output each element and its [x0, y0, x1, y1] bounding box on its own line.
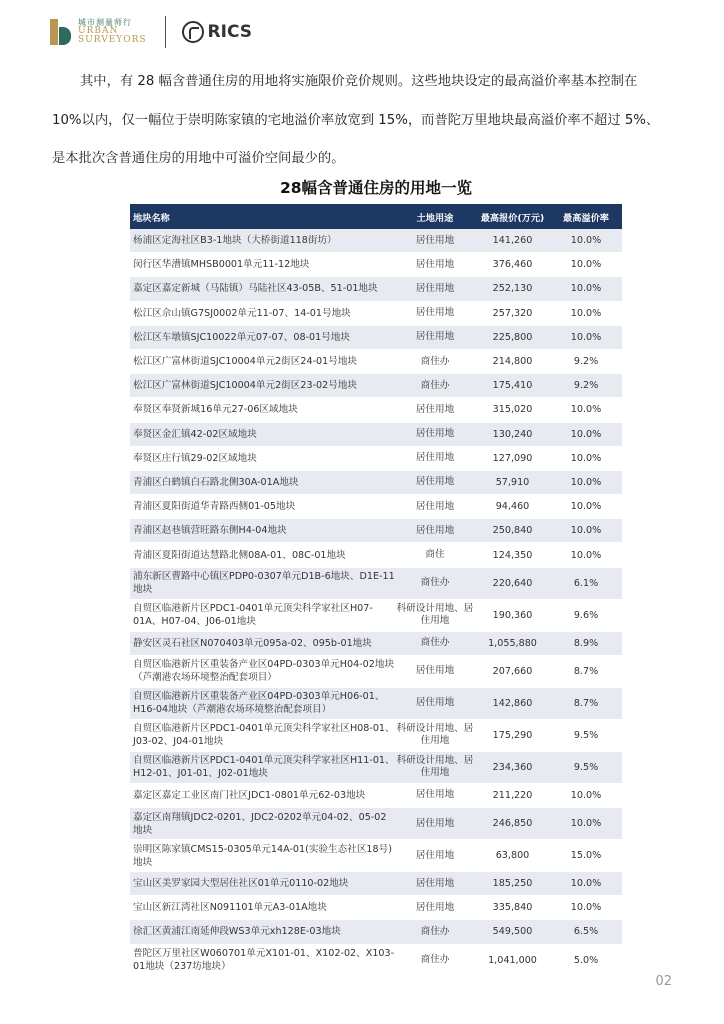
cell-max-price	[475, 550, 550, 561]
cell-land-use-text: 商住办	[420, 355, 450, 367]
cell-land-use	[395, 283, 475, 295]
cell-plot-name-text: 奉贤区庄行镇29-02区域地块	[133, 452, 257, 464]
cell-land-use-text: 居住用地	[415, 817, 455, 829]
cell-max-price	[475, 404, 550, 415]
cell-max-premium-rate	[550, 501, 622, 512]
cell-max-premium-rate-text: 9.6%	[573, 609, 599, 621]
cell-max-price	[475, 578, 550, 589]
cell-max-premium-rate-text: 8.7%	[573, 697, 599, 709]
cell-max-premium-rate	[550, 878, 622, 889]
table-row	[130, 350, 622, 374]
cell-land-use	[395, 850, 475, 862]
cell-max-price-text: 1,041,000	[488, 954, 537, 966]
logo-en-1: URBAN	[78, 26, 119, 36]
cell-plot-name-text: 浦东新区曹路中心镇区PDP0-0307单元D1B-6地块、D1E-11地块	[133, 571, 395, 596]
cell-land-use	[395, 755, 475, 779]
cell-plot-name	[130, 722, 395, 748]
cell-max-premium-rate-text: 10.0%	[570, 283, 602, 295]
cell-max-price	[475, 332, 550, 343]
cell-land-use-text: 居住用地	[415, 697, 455, 709]
cell-plot-name-text: 松江区广富林街道SJC10004单元2街区24-01号地块	[133, 356, 358, 368]
cell-max-premium-rate	[550, 235, 622, 246]
cell-land-use	[395, 926, 475, 938]
cell-land-use-text: 居住用地	[415, 500, 455, 512]
cell-max-price-text: 190,360	[492, 609, 533, 621]
intro-line-2: 10%以内，仅一幅位于崇明陈家镇的宅地溢价率放宽到 15%，而普陀万里地块最高溢价率不超过 5%、	[52, 112, 660, 128]
cell-plot-name-text: 杨浦区定海社区B3-1地块（大桥街道118街坊）	[133, 235, 337, 247]
cell-max-price	[475, 790, 550, 801]
table-row	[130, 398, 622, 422]
cell-max-price-text: 142,860	[492, 697, 533, 709]
cell-land-use	[395, 501, 475, 513]
cell-plot-name-text: 普陀区万里社区W060701单元X101-01、X102-02、X103-01地块（237坊地块）	[133, 948, 395, 973]
cell-plot-name-text: 自贸区临港新片区重装备产业区04PD-0303单元H06-01、H16-04地块（芦潮港农场环境整治配套项目）	[133, 691, 385, 716]
cell-land-use	[395, 476, 475, 488]
cell-max-premium-rate-text: 15.0%	[570, 850, 602, 861]
cell-land-use-text: 居住用地	[415, 234, 455, 246]
cell-plot-name-text: 自贸区临港新片区PDC1-0401单元顶尖科学家社区H08-01、J03-02、J04-01地块	[133, 723, 395, 748]
cell-max-price-text: 94,460	[495, 501, 530, 513]
cell-max-premium-rate-text: 10.0%	[570, 476, 602, 488]
page-number: 02	[655, 974, 672, 989]
cell-plot-name	[130, 877, 395, 890]
cell-max-premium-rate	[550, 730, 622, 741]
cell-land-use	[395, 954, 475, 966]
cell-land-use	[395, 878, 475, 890]
cell-plot-name	[130, 901, 395, 914]
table-body	[130, 229, 622, 977]
cell-land-use	[395, 723, 475, 747]
cell-land-use-text: 商住	[425, 549, 445, 561]
cell-plot-name	[130, 789, 395, 802]
cell-max-price-text: 214,800	[492, 356, 533, 368]
cell-max-price	[475, 501, 550, 512]
cell-max-price-text: 175,410	[492, 380, 533, 392]
cell-max-price	[475, 235, 550, 246]
cell-plot-name	[130, 428, 395, 441]
cell-land-use	[395, 665, 475, 677]
intro-line-3: 是本批次含普通住房的用地中可溢价空间最少的。	[52, 151, 345, 166]
cell-land-use	[395, 404, 475, 416]
cell-land-use	[395, 307, 475, 319]
cell-plot-name	[130, 476, 395, 489]
cell-plot-name	[130, 331, 395, 344]
cell-plot-name-text: 青浦区白鹤镇白石路北侧30A-01A地块	[133, 476, 299, 488]
cell-max-premium-rate-text: 10.0%	[570, 789, 602, 801]
cell-max-price	[475, 638, 550, 649]
cell-plot-name-text: 闵行区华漕镇MHSB0001单元11-12地块	[133, 259, 310, 271]
urban-surveyors-logo-icon	[50, 17, 72, 47]
cell-max-premium-rate	[550, 818, 622, 829]
cell-plot-name-text: 徐汇区黄浦江南延伸段WS3单元xh128E-03地块	[133, 926, 341, 938]
cell-max-price-text: 220,640	[492, 577, 533, 589]
table-header	[130, 204, 622, 229]
cell-max-premium-rate	[550, 850, 622, 861]
cell-plot-name-text: 奉贤区金汇镇42-02区域地块	[133, 428, 257, 440]
cell-land-use	[395, 331, 475, 343]
cell-land-use-text: 居住用地	[415, 428, 455, 440]
cell-max-price-text: 252,130	[492, 283, 533, 295]
cell-max-price	[475, 259, 550, 270]
cell-land-use	[395, 259, 475, 271]
cell-max-premium-rate-text: 10.0%	[570, 501, 602, 513]
cell-max-premium-rate	[550, 429, 622, 440]
cell-max-premium-rate	[550, 332, 622, 343]
cell-land-use-text: 居住用地	[415, 282, 455, 294]
cell-plot-name-text: 松江区车墩镇SJC10022单元07-07、08-01号地块	[133, 331, 351, 343]
logo-en-2: SURVEYORS	[78, 35, 147, 45]
cell-land-use-text: 商住办	[420, 954, 450, 966]
cell-land-use-text: 居住用地	[415, 877, 455, 889]
cell-land-use-text: 居住用地	[415, 331, 455, 343]
cell-max-premium-rate-text: 8.9%	[573, 637, 599, 649]
cell-max-premium-rate	[550, 902, 622, 913]
cell-plot-name	[130, 500, 395, 513]
col-header-rate: 最高溢价率	[563, 212, 609, 224]
table-row	[130, 423, 622, 447]
cell-land-use	[395, 637, 475, 649]
cell-plot-name-text: 松江区佘山镇G7SJ0002单元11-07、14-01号地块	[133, 307, 351, 319]
cell-land-use	[395, 525, 475, 537]
cell-max-price-text: 124,350	[492, 549, 533, 561]
cell-max-price	[475, 926, 550, 937]
table-row	[130, 326, 622, 350]
table-row	[130, 945, 622, 977]
cell-land-use-text: 居住用地	[415, 307, 455, 319]
cell-max-premium-rate-text: 6.1%	[573, 577, 599, 589]
cell-land-use-text: 商住办	[420, 925, 450, 937]
cell-land-use	[395, 603, 475, 627]
cell-max-premium-rate	[550, 550, 622, 561]
table-row	[130, 253, 622, 277]
cell-max-premium-rate	[550, 610, 622, 621]
cell-max-premium-rate	[550, 525, 622, 536]
cell-max-price-text: 257,320	[492, 307, 533, 319]
table-row	[130, 600, 622, 632]
cell-plot-name-text: 自贸区临港新片区PDC1-0401单元顶尖科学家社区H07-01A、H07-04、J06-01地块	[133, 603, 373, 628]
cell-max-premium-rate-text: 10.0%	[570, 525, 602, 537]
cell-land-use-text: 科研设计用地、居住用地	[396, 723, 474, 747]
cell-max-premium-rate	[550, 578, 622, 589]
cell-max-premium-rate	[550, 955, 622, 966]
cell-max-premium-rate-text: 6.5%	[573, 926, 599, 938]
cell-max-price-text: 234,360	[492, 761, 533, 773]
cell-plot-name-text: 嘉定区嘉定工业区南门社区JDC1-0801单元62-03地块	[133, 789, 366, 801]
cell-plot-name	[130, 234, 395, 247]
table-row	[130, 784, 622, 808]
cell-plot-name	[130, 282, 395, 295]
land-plot-table	[130, 204, 622, 977]
table-row	[130, 920, 622, 944]
cell-plot-name	[130, 549, 395, 562]
intro-line-1: 其中，有 28 幅含普通住房的用地将实施限价竞价规则。这些地块设定的最高溢价率基本控制在	[80, 74, 638, 89]
cell-max-price-text: 141,260	[492, 235, 533, 247]
cell-plot-name	[130, 355, 395, 368]
table-row	[130, 840, 622, 872]
cell-max-premium-rate	[550, 356, 622, 367]
cell-max-premium-rate-text: 5.0%	[573, 954, 599, 966]
cell-max-premium-rate-text: 10.0%	[570, 307, 602, 319]
cell-max-premium-rate-text: 10.0%	[570, 452, 602, 464]
cell-max-price	[475, 525, 550, 536]
cell-max-premium-rate-text: 9.5%	[573, 729, 599, 741]
cell-max-premium-rate	[550, 666, 622, 677]
cell-plot-name-text: 青浦区夏阳街道达慧路北侧08A-01、08C-01地块	[133, 549, 346, 561]
cell-max-premium-rate	[550, 638, 622, 649]
cell-max-price-text: 127,090	[492, 452, 533, 464]
cell-plot-name-text: 静安区灵石社区N070403单元095a-02、095b-01地块	[133, 637, 372, 649]
cell-max-premium-rate	[550, 380, 622, 391]
rics-lion-icon	[182, 21, 204, 43]
cell-plot-name	[130, 637, 395, 650]
table-row	[130, 808, 622, 840]
cell-max-price	[475, 610, 550, 621]
table-row	[130, 543, 622, 567]
cell-land-use-text: 科研设计用地、居住用地	[396, 603, 474, 627]
cell-land-use	[395, 902, 475, 914]
cell-max-premium-rate-text: 10.0%	[570, 404, 602, 416]
cell-plot-name-text: 自贸区临港新片区PDC1-0401单元顶尖科学家社区H11-01、H12-01、J01-01、J02-01地块	[133, 755, 395, 780]
cell-land-use-text: 居住用地	[415, 524, 455, 536]
cell-plot-name	[130, 403, 395, 416]
table-row	[130, 374, 622, 398]
cell-max-price-text: 207,660	[492, 665, 533, 677]
table-row	[130, 519, 622, 543]
table-row	[130, 656, 622, 688]
cell-max-price	[475, 666, 550, 677]
table-row	[130, 229, 622, 253]
cell-max-premium-rate	[550, 283, 622, 294]
cell-max-premium-rate	[550, 926, 622, 937]
cell-max-price-text: 130,240	[492, 428, 533, 440]
table-row	[130, 277, 622, 301]
cell-plot-name	[130, 452, 395, 465]
cell-land-use	[395, 697, 475, 709]
cell-land-use-text: 商住办	[420, 637, 450, 649]
table-row	[130, 568, 622, 600]
table-row	[130, 495, 622, 519]
cell-max-premium-rate-text: 10.0%	[570, 902, 602, 914]
cell-land-use	[395, 428, 475, 440]
table-title: 28幅含普通住房的用地一览	[279, 179, 473, 197]
cell-plot-name	[130, 811, 395, 837]
col-header-use: 土地用途	[416, 212, 454, 224]
cell-max-price	[475, 477, 550, 488]
cell-max-price	[475, 283, 550, 294]
cell-max-price-text: 175,290	[492, 729, 533, 741]
cell-max-price	[475, 762, 550, 773]
cell-max-premium-rate	[550, 259, 622, 270]
cell-max-price-text: 246,850	[492, 818, 533, 829]
cell-plot-name	[130, 658, 395, 684]
cell-plot-name	[130, 307, 395, 320]
cell-land-use-text: 居住用地	[415, 452, 455, 464]
cell-plot-name-text: 奉贤区奉贤新城16单元27-06区域地块	[133, 404, 298, 416]
table-row	[130, 632, 622, 656]
col-header-name: 地块名称	[133, 212, 170, 224]
cell-land-use-text: 科研设计用地、居住用地	[396, 755, 474, 779]
header-divider	[165, 16, 166, 48]
cell-max-price	[475, 308, 550, 319]
cell-plot-name-text: 崇明区陈家镇CMS15-0305单元14A-01(实验生态社区18号)地块	[133, 843, 392, 868]
cell-max-premium-rate-text: 10.0%	[570, 549, 602, 561]
rics-logo	[182, 21, 252, 43]
cell-max-price-text: 376,460	[492, 259, 533, 271]
cell-land-use-text: 居住用地	[415, 789, 455, 801]
cell-plot-name	[130, 925, 395, 938]
page-header	[50, 14, 252, 50]
cell-max-price-text: 250,840	[492, 525, 533, 537]
cell-plot-name-text: 自贸区临港新片区重装备产业区04PD-0303单元H04-02地块（芦潮港农场环境整治配套项目）	[133, 659, 395, 684]
cell-plot-name	[130, 947, 395, 973]
cell-max-premium-rate-text: 10.0%	[570, 878, 602, 890]
cell-land-use-text: 居住用地	[415, 476, 455, 488]
cell-max-premium-rate-text: 9.2%	[573, 356, 599, 368]
cell-max-price-text: 63,800	[495, 850, 530, 861]
cell-land-use	[395, 235, 475, 247]
cell-max-price	[475, 453, 550, 464]
cell-plot-name	[130, 570, 395, 596]
cell-max-premium-rate-text: 10.0%	[570, 428, 602, 440]
cell-max-price	[475, 380, 550, 391]
cell-land-use	[395, 380, 475, 392]
table-row	[130, 720, 622, 752]
cell-plot-name-text: 宝山区新江湾社区N091101单元A3-01A地块	[133, 902, 327, 914]
cell-plot-name	[130, 843, 395, 869]
cell-land-use-text: 居住用地	[415, 665, 455, 677]
cell-plot-name-text: 青浦区夏阳街道华青路西侧01-05地块	[133, 501, 296, 513]
cell-land-use	[395, 452, 475, 464]
cell-max-price-text: 549,500	[492, 926, 533, 938]
cell-plot-name	[130, 379, 395, 392]
cell-plot-name-text: 松江区广富林街道SJC10004单元2街区23-02号地块	[133, 380, 358, 392]
cell-max-price	[475, 730, 550, 741]
cell-max-premium-rate	[550, 762, 622, 773]
cell-max-premium-rate-text: 10.0%	[570, 235, 602, 247]
cell-plot-name-text: 宝山区美罗家园大型居住社区01单元0110-02地块	[133, 878, 349, 890]
cell-plot-name	[130, 602, 395, 628]
intro-paragraph	[52, 63, 674, 179]
table-row	[130, 872, 622, 896]
urban-surveyors-logo-text	[78, 19, 147, 45]
cell-land-use-text: 居住用地	[415, 901, 455, 913]
table-row	[130, 896, 622, 920]
cell-max-price	[475, 429, 550, 440]
cell-max-price	[475, 698, 550, 709]
cell-land-use	[395, 549, 475, 561]
cell-max-premium-rate	[550, 308, 622, 319]
cell-max-price	[475, 902, 550, 913]
cell-plot-name	[130, 524, 395, 537]
cell-plot-name-text: 嘉定区嘉定新城（马陆镇）马陆社区43-05B、51-01地块	[133, 283, 378, 295]
cell-land-use-text: 商住办	[420, 577, 450, 589]
cell-plot-name	[130, 690, 395, 716]
cell-max-premium-rate-text: 10.0%	[570, 818, 602, 829]
table-row	[130, 302, 622, 326]
cell-max-price	[475, 850, 550, 861]
cell-max-premium-rate-text: 10.0%	[570, 259, 602, 271]
table-row	[130, 447, 622, 471]
logo-cn: 城市测量师行	[78, 18, 132, 27]
cell-max-price-text: 315,020	[492, 404, 533, 416]
cell-land-use	[395, 577, 475, 589]
cell-max-premium-rate	[550, 404, 622, 415]
cell-land-use-text: 商住办	[420, 379, 450, 391]
cell-max-price	[475, 818, 550, 829]
col-header-price: 最高报价(万元)	[480, 212, 545, 224]
cell-plot-name	[130, 258, 395, 271]
cell-max-premium-rate-text: 8.7%	[573, 665, 599, 677]
cell-plot-name-text: 嘉定区南翔镇JDC2-0201、JDC2-0202单元04-02、05-02地块	[133, 811, 387, 836]
cell-max-premium-rate	[550, 477, 622, 488]
cell-max-premium-rate	[550, 698, 622, 709]
table-row	[130, 471, 622, 495]
cell-max-price-text: 225,800	[492, 331, 533, 343]
cell-max-premium-rate	[550, 790, 622, 801]
cell-max-price	[475, 356, 550, 367]
cell-land-use-text: 居住用地	[415, 849, 455, 861]
cell-max-price	[475, 955, 550, 966]
cell-land-use-text: 居住用地	[415, 403, 455, 415]
cell-land-use	[395, 818, 475, 830]
cell-max-premium-rate	[550, 453, 622, 464]
cell-plot-name	[130, 754, 395, 780]
cell-max-price	[475, 878, 550, 889]
cell-max-price-text: 1,055,880	[488, 637, 537, 649]
table-row	[130, 688, 622, 720]
cell-max-premium-rate-text: 10.0%	[570, 331, 602, 343]
rics-logo-text: RICS	[207, 22, 252, 42]
cell-land-use-text: 居住用地	[415, 258, 455, 270]
cell-max-premium-rate-text: 9.2%	[573, 380, 599, 392]
cell-plot-name-text: 青浦区赵巷镇营旺路东侧H4-04地块	[133, 525, 287, 537]
cell-max-premium-rate-text: 9.5%	[573, 761, 599, 773]
cell-max-price-text: 57,910	[495, 476, 530, 488]
cell-max-price-text: 211,220	[492, 789, 533, 801]
table-row	[130, 752, 622, 784]
cell-max-price-text: 335,840	[492, 902, 533, 914]
cell-max-price-text: 185,250	[492, 878, 533, 890]
cell-land-use	[395, 356, 475, 368]
cell-land-use	[395, 789, 475, 801]
